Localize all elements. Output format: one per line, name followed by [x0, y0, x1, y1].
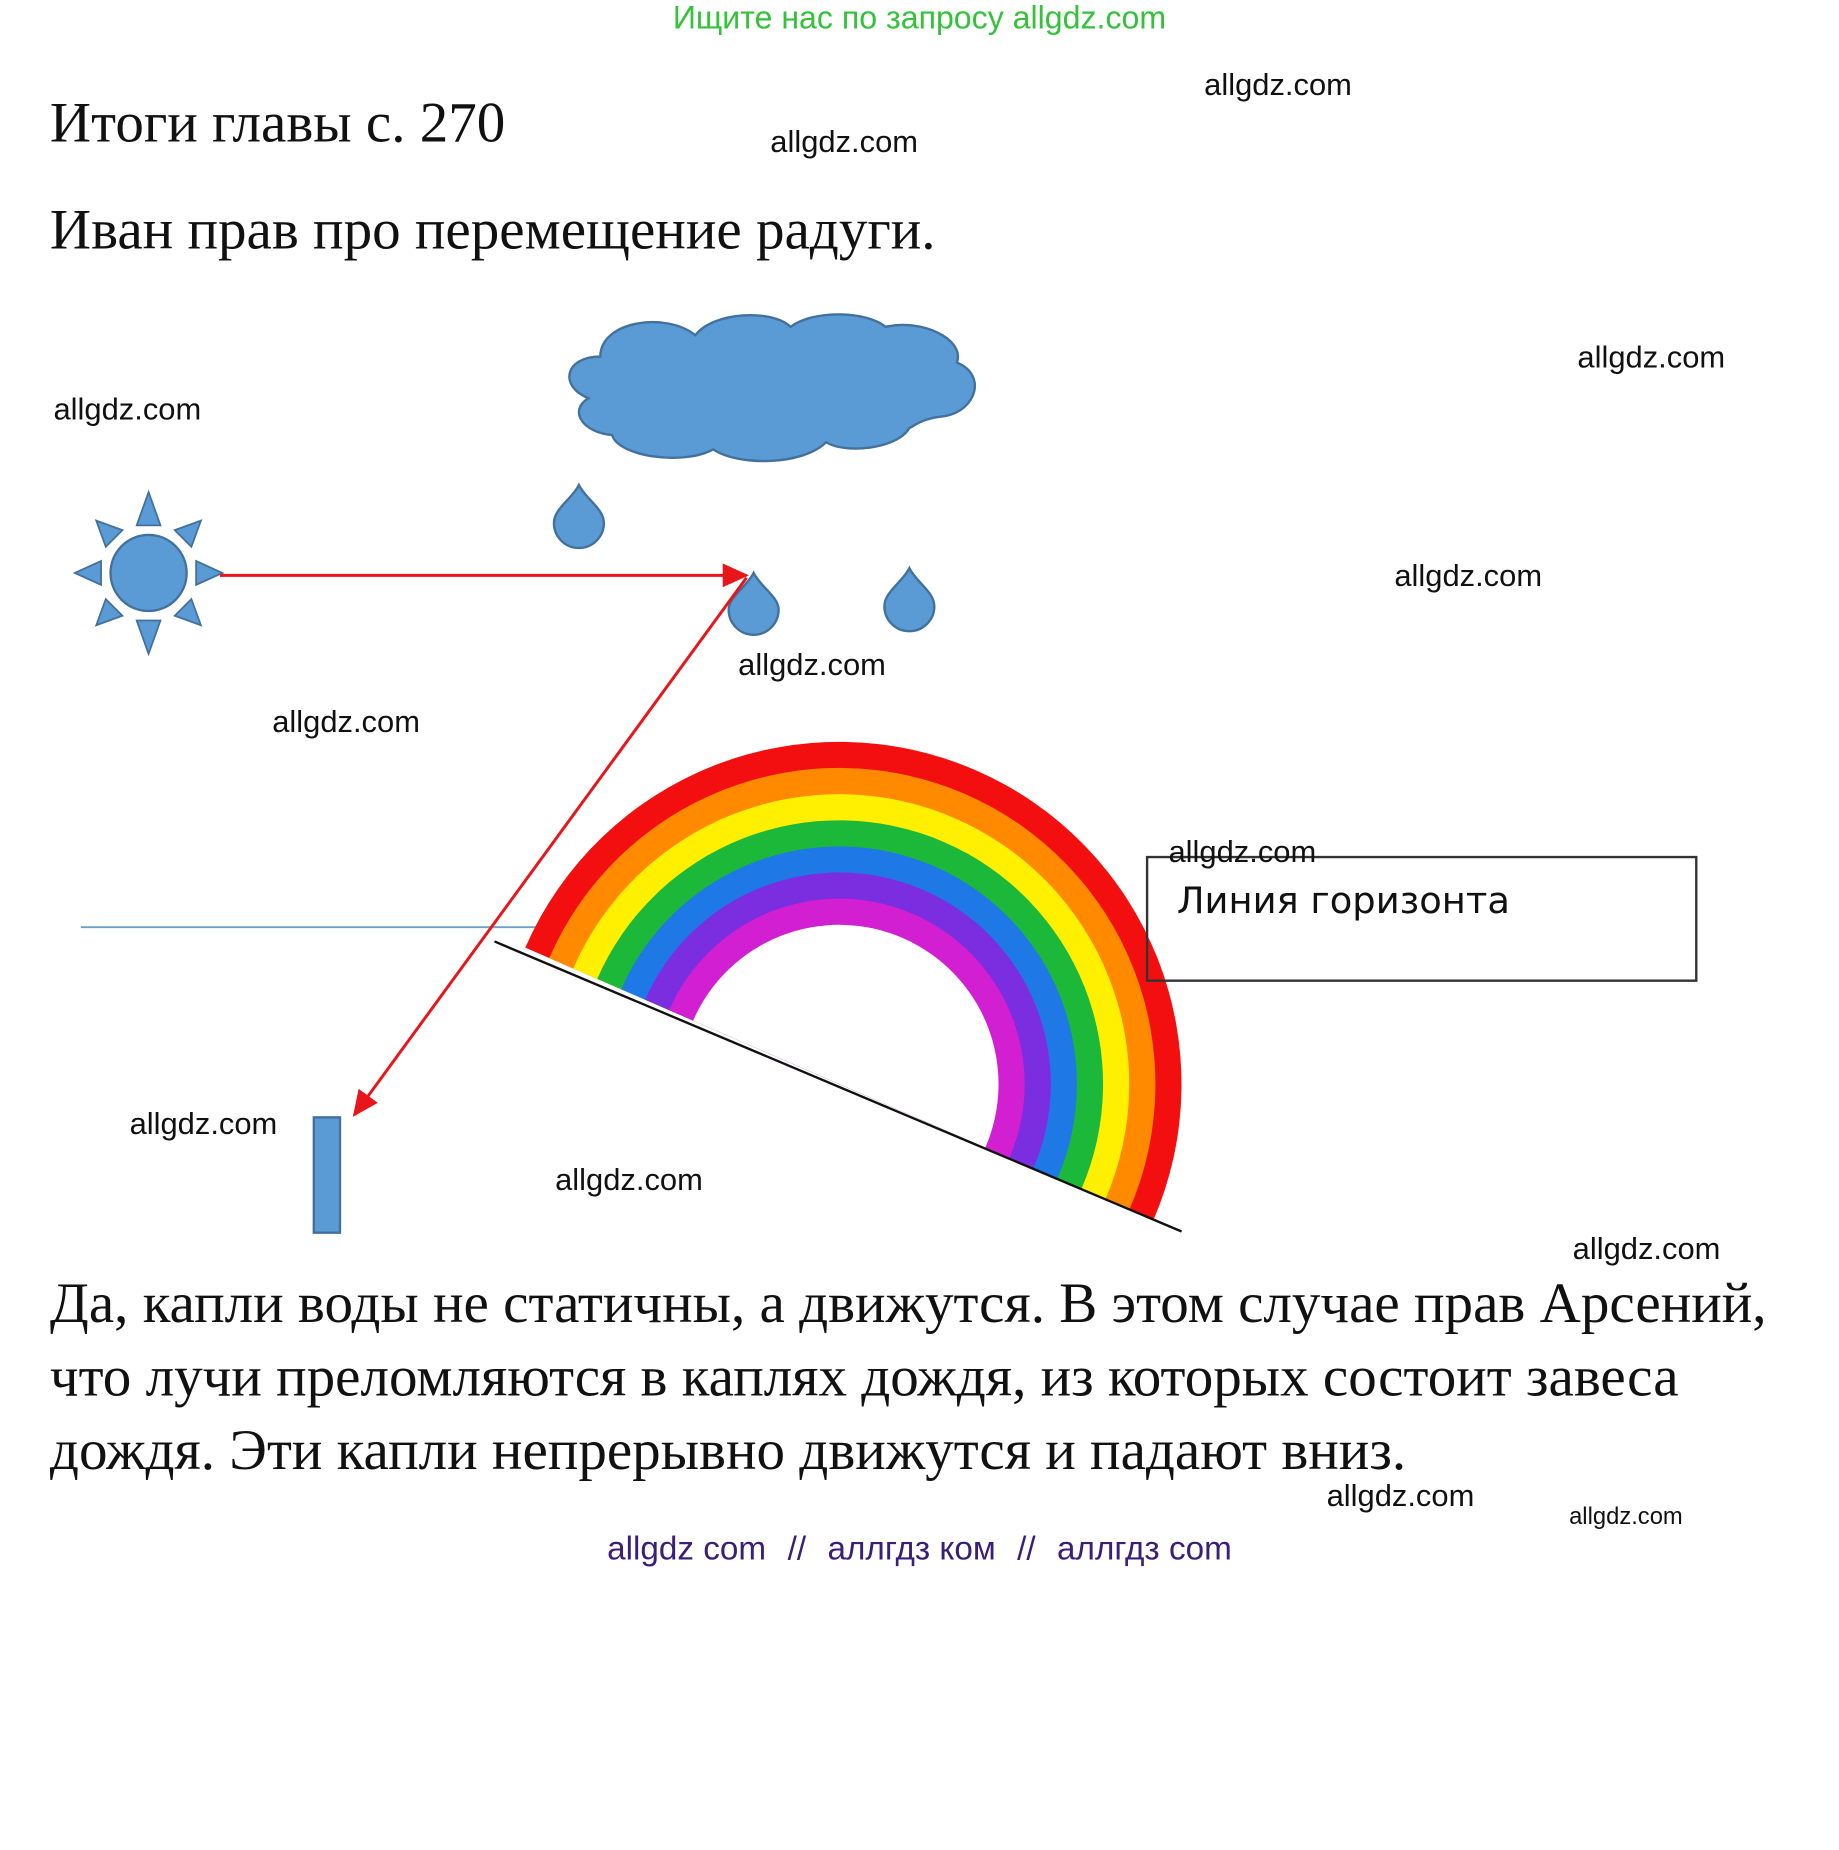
watermark: allgdz.com: [53, 391, 202, 427]
watermark: allgdz.com: [1572, 1230, 1721, 1266]
watermark: allgdz.com: [1569, 1503, 1683, 1530]
watermark: allgdz.com: [738, 646, 886, 683]
watermark: allgdz.com: [1326, 1477, 1475, 1514]
watermark: allgdz.com: [1204, 66, 1352, 103]
watermark: allgdz.com: [1168, 833, 1317, 869]
footer-link-1[interactable]: allgdz com: [607, 1529, 767, 1567]
horizon-callout-box: [1146, 856, 1698, 982]
observer-figure: [314, 1117, 340, 1232]
watermark: allgdz.com: [770, 123, 919, 160]
footer-separator: //: [1017, 1529, 1036, 1567]
header-search-hint[interactable]: Ищите нас по запросу allgdz.com: [672, 0, 1167, 36]
footer-separator: //: [787, 1529, 807, 1567]
watermark: allgdz.com: [1394, 557, 1543, 594]
page-title: Итоги главы с. 270: [49, 91, 506, 155]
watermark: allgdz.com: [1577, 338, 1726, 375]
raindrop-icon: [729, 573, 779, 635]
footer-link-3[interactable]: аллгдз com: [1057, 1529, 1232, 1567]
raindrop-icon: [884, 568, 934, 631]
footer-link-2[interactable]: аллгдз ком: [827, 1529, 996, 1567]
cloud-icon: [569, 314, 974, 461]
horizon-label: Линия горизонта: [1176, 879, 1510, 923]
answer-text: Да, капли воды не статичны, а движутся. В этом случае прав Арсений, что лучи преломляются в каплях дождя, из которых состоит завеса дождя. Эти капли непрерывно движутся и падают вниз.: [49, 1271, 1767, 1483]
sun-core: [111, 535, 187, 611]
watermark: allgdz.com: [129, 1105, 278, 1142]
cloud-shape: [569, 314, 974, 461]
sun-icon: [75, 492, 222, 654]
raindrop-icon: [554, 485, 604, 548]
page-subtitle: Иван прав про перемещение радуги.: [49, 198, 936, 262]
watermark: allgdz.com: [272, 703, 420, 740]
watermark: allgdz.com: [555, 1161, 703, 1198]
footer-links: [0, 1530, 1839, 1568]
